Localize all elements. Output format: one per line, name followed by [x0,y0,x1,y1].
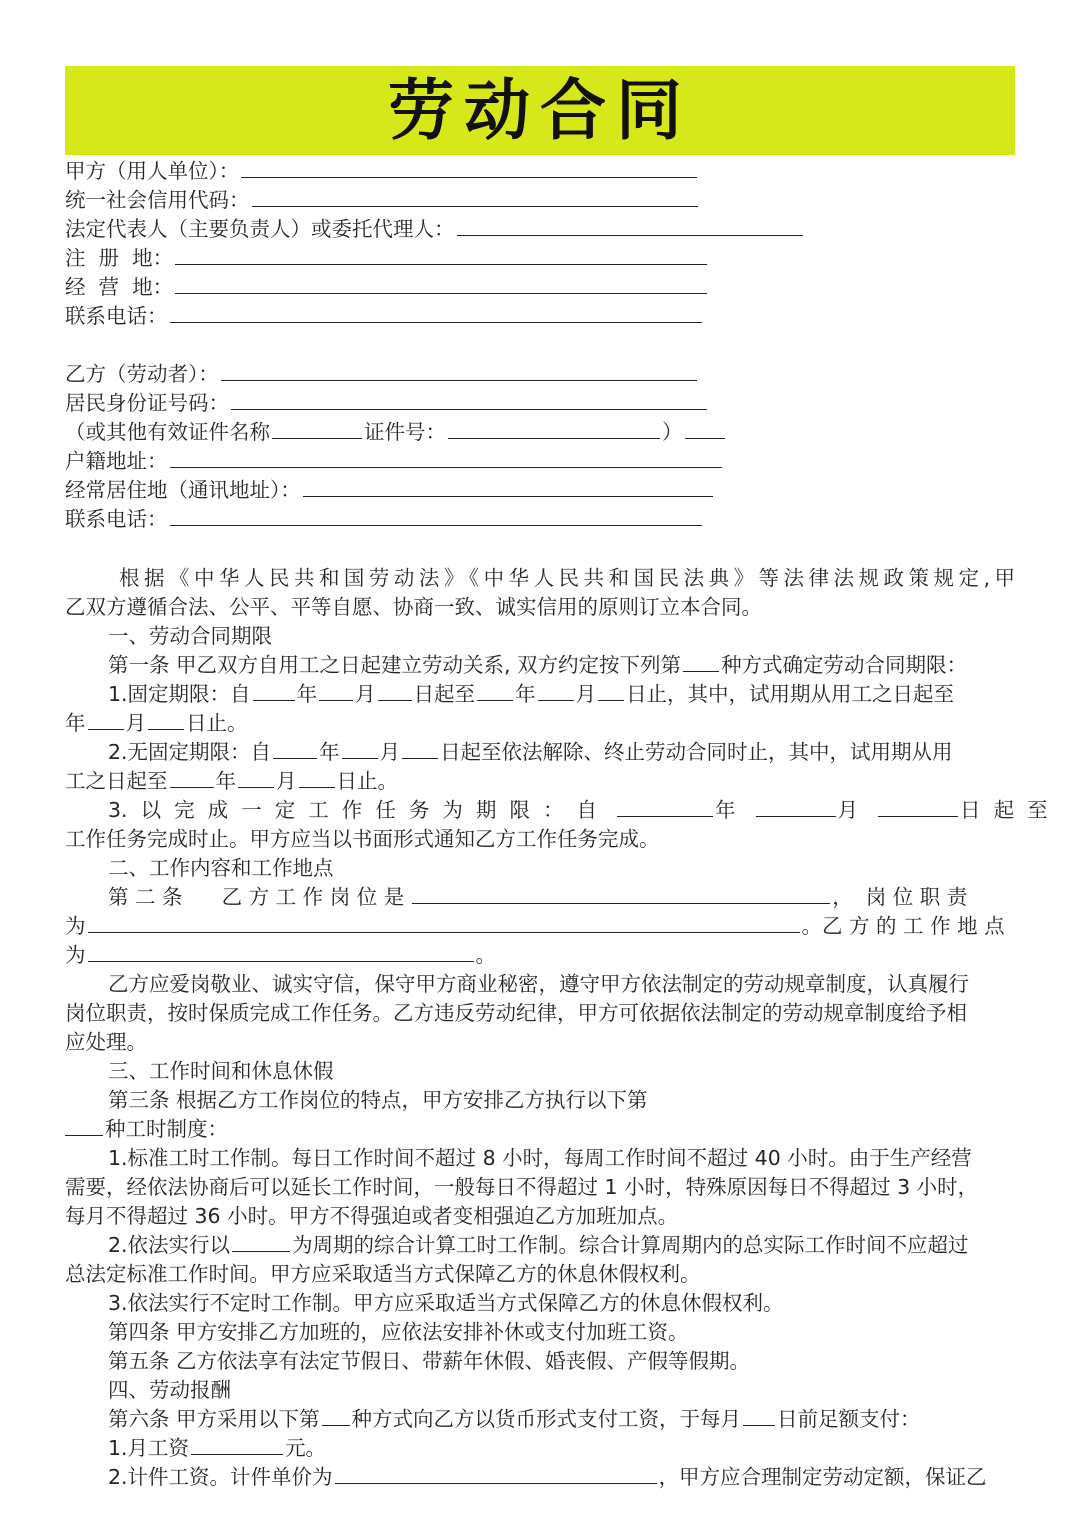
task-start-year[interactable] [617,796,713,817]
party-b-phone-row [65,505,704,534]
open-start-month[interactable] [342,738,378,759]
party-a-rep-row [65,215,805,244]
work-hour-type-field[interactable] [65,1115,103,1136]
party-a-phone-field[interactable] [170,302,702,323]
standard-hours-line-2: 需要，经依法协商后可以延长工作时间，一般每日不得超过 1 小时，特殊原因每日不得超过 3 小时， [65,1175,979,1199]
party-b-hukou-label: 户籍地址： [65,449,168,473]
work-location-field[interactable] [88,941,474,962]
preamble-line-1: 根据《中华人民共和国劳动法》《中华人民共和国民法典》等法律法规政策规定,甲 [119,566,1015,590]
monthly-wage-field[interactable] [191,1434,283,1455]
party-a-phone-label: 联系电话： [65,304,168,328]
open-probation-month[interactable] [238,767,274,788]
monthly-wage-line: 1.月工资 元。 [108,1436,327,1460]
pay-day-field[interactable] [743,1405,775,1426]
article-6: 第六条 甲方采用以下第 种方式向乙方以货币形式支付工资，于每月 日前足额支付： [108,1407,921,1431]
party-b-name-field[interactable] [221,360,697,381]
standard-hours-line-3: 每月不得超过 36 小时。甲方不得强迫或者变相强迫乙方加班加点。 [65,1204,679,1228]
article-4: 第四条 甲方安排乙方加班的，应依法安排补休或支付加班工资。 [108,1320,689,1344]
party-a-credit-code-label: 统一社会信用代码： [65,188,250,212]
comprehensive-hours-line-2: 总法定标准工作时间。甲方应采取适当方式保障乙方的休息休假权利。 [65,1262,701,1286]
party-a-biz-addr-row [65,273,709,302]
party-a-reg-addr-field[interactable] [175,244,707,265]
party-a-reg-addr-row [65,244,709,273]
fixed-probation-day[interactable] [148,709,184,730]
standard-hours-line-1: 1.标准工时工作制。每日工作时间不超过 8 小时，每周工作时间不超过 40 小时。由于生产经营 [108,1146,972,1170]
party-b-name-row [65,360,699,389]
fixed-end-month[interactable] [538,680,574,701]
other-id-name-field[interactable] [272,418,362,439]
party-a-name-label: 甲方（用人单位）： [65,159,240,183]
job-duty-field[interactable] [88,912,800,933]
wage-type-field[interactable] [322,1405,350,1426]
party-b-id-row [65,389,709,418]
party-a-rep-field[interactable] [457,215,803,236]
duty-line-3: 应处理。 [65,1030,147,1054]
piece-wage-line: 2.计件工资。计件单价为 ，甲方应合理制定劳动定额，保证乙 [108,1465,987,1489]
party-a-biz-addr-field[interactable] [175,273,707,294]
party-b-residence-label: 经常居住地（通讯地址）： [65,478,301,502]
open-probation-line: 工之日起至 年 月 日止。 [65,769,398,793]
fixed-probation-line: 年 月 日止。 [65,711,248,735]
title-banner [65,66,1015,155]
party-a-name-row [65,157,699,186]
piece-rate-field[interactable] [335,1463,657,1484]
term-type-field[interactable] [683,651,719,672]
article-1: 第一条 甲乙双方自用工之日起建立劳动关系, 双方约定按下列第 种方式确定劳动合同期限： [108,653,968,677]
task-start-month[interactable] [756,796,836,817]
fixed-start-day[interactable] [378,680,412,701]
party-b-phone-field[interactable] [170,505,702,526]
flexible-hours-line: 3.依法实行不定时工作制。甲方应采取适当方式保障乙方的休息休假权利。 [108,1291,784,1315]
duty-line-2: 岗位职责，按时保质完成工作任务。乙方违反劳动纪律，甲方可依据依法制定的劳动规章制度给予相 [65,1001,967,1025]
comprehensive-period-field[interactable] [232,1231,290,1252]
task-start-day[interactable] [878,796,958,817]
other-id-no-label: 证件号： [364,420,446,444]
party-b-residence-row [65,476,715,505]
open-probation-year[interactable] [170,767,214,788]
party-b-hukou-row [65,447,724,476]
article-2-line-3: 为 。 [65,943,496,967]
fixed-term-line: 1.固定期限：自 年 月 日起至 年 月 日止，其中，试用期从用工之日起至 [108,682,955,706]
party-b-id-field[interactable] [231,389,707,410]
open-start-year[interactable] [273,738,317,759]
party-b-phone-label: 联系电话： [65,507,168,531]
open-probation-day[interactable] [299,767,335,788]
party-a-reg-addr-label: 注 册 地： [65,246,174,270]
party-b-residence-field[interactable] [303,476,713,497]
article-3-line-2: 种工时制度： [65,1115,228,1144]
open-term-line: 2.无固定期限：自 年 月 日起至依法解除、终止劳动合同时止，其中，试用期从用 [108,740,953,764]
task-term-line: 3. 以 完 成 一 定 工 作 任 务 为 期 限 ： 自 年 月 日 起 至 [108,798,1048,822]
duty-line-1: 乙方应爱岗敬业、诚实守信，保守甲方商业秘密，遵守甲方依法制定的劳动规章制度，认真履行 [108,972,969,996]
other-id-extra-field[interactable] [685,418,725,439]
party-b-hukou-field[interactable] [170,447,722,468]
job-position-field[interactable] [412,883,830,904]
other-id-close: ） [662,420,683,444]
party-b-id-label: 居民身份证号码： [65,391,229,415]
fixed-start-month[interactable] [319,680,353,701]
open-start-day[interactable] [402,738,438,759]
party-a-credit-code-row [65,186,700,215]
article-3-line-1: 第三条 根据乙方工作岗位的特点，甲方安排乙方执行以下第 [108,1088,648,1112]
document-title: 劳动合同 [388,71,692,149]
party-b-other-id-row [65,418,727,447]
party-a-phone-row [65,302,704,331]
section-4-title: 四、劳动报酬 [108,1378,231,1402]
party-b-name-label: 乙方（劳动者）： [65,362,219,386]
article-2-line-1: 第 二 条 乙 方 工 作 岗 位 是 ， 岗 位 职 责 [108,885,968,909]
section-1-title: 一、劳动合同期限 [108,624,272,648]
comprehensive-hours-line-1: 2.依法实行以 为周期的综合计算工时工作制。综合计算周期内的总实际工作时间不应超过 [108,1233,969,1257]
section-2-title: 二、工作内容和工作地点 [108,856,334,880]
fixed-start-year[interactable] [253,680,295,701]
fixed-probation-month[interactable] [88,709,124,730]
section-3-title: 三、工作时间和休息休假 [108,1059,334,1083]
fixed-end-day[interactable] [598,680,624,701]
article-5: 第五条 乙方依法享有法定节假日、带薪年休假、婚丧假、产假等假期。 [108,1349,751,1373]
task-term-end-line: 工作任务完成时止。甲方应当以书面形式通知乙方工作任务完成。 [65,827,660,851]
fixed-end-year[interactable] [477,680,513,701]
other-id-no-field[interactable] [448,418,660,439]
party-a-credit-code-field[interactable] [252,186,698,207]
other-id-name-label: （或其他有效证件名称 [65,420,270,444]
party-a-rep-label: 法定代表人（主要负责人）或委托代理人： [65,217,455,241]
party-a-biz-addr-label: 经 营 地： [65,275,174,299]
party-a-name-field[interactable] [241,157,697,178]
article-2-line-2: 为 。乙 方 的 工 作 地 点 [65,914,1005,938]
preamble-line-2: 乙双方遵循合法、公平、平等自愿、协商一致、诚实信用的原则订立本合同。 [65,595,762,619]
